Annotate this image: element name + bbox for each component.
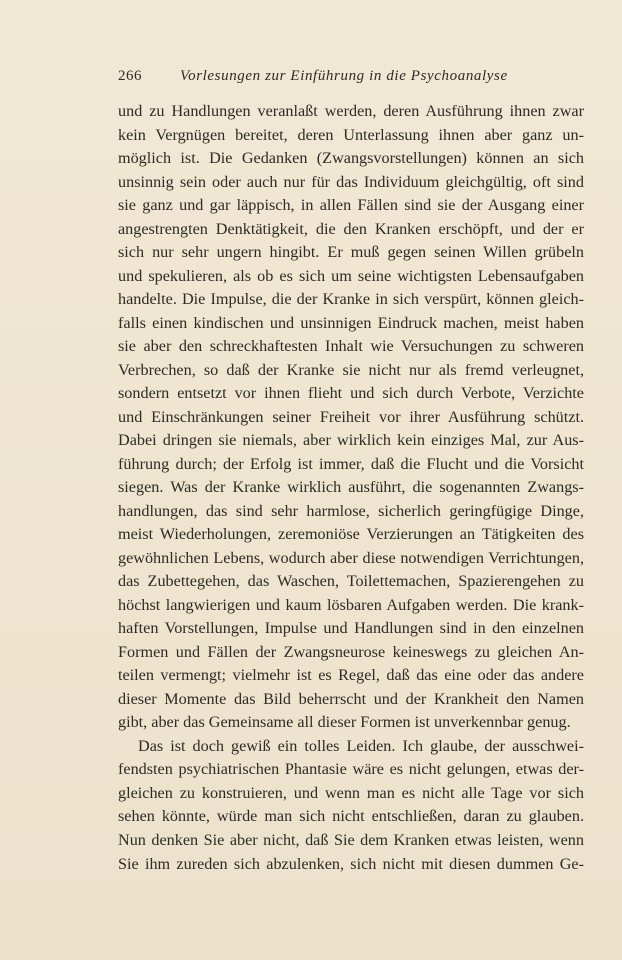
page-number: 266: [118, 68, 142, 84]
text-line: Verbrechen, so daß der Kranke sie nicht nur als fremd verleugnet,: [118, 360, 584, 379]
page-header: [118, 68, 524, 90]
text-line: führung durch; der Erfolg ist immer, daß die Flucht und die Vorsicht: [118, 454, 584, 473]
text-line: das Zubettegehen, das Waschen, Toilettemachen, Spazierengehen zu: [118, 572, 584, 591]
text-line: Nun denken Sie aber nicht, daß Sie dem Kranken etwas leisten, wenn: [118, 830, 584, 849]
text-line: gewöhnlichen Lebens, wodurch aber diese notwendigen Verrichtungen,: [118, 548, 584, 567]
text-line: fendsten psychiatrischen Phantasie wäre es nicht gelungen, etwas der-: [118, 760, 584, 779]
text-line: sich nur sehr ungern hingibt. Er muß gegen seinen Willen grübeln: [118, 243, 584, 262]
text-line: Sie ihm zureden sich abzulenken, sich nicht mit diesen dummen Ge-: [118, 854, 584, 873]
text-line: handelte. Die Impulse, die der Kranke in sich verspürt, können gleich-: [118, 290, 584, 309]
text-line: teilen vermengt; vielmehr ist es Regel, daß das eine oder das andere: [118, 666, 584, 685]
text-line: und Einschränkungen seiner Freiheit vor ihrer Ausführung schützt.: [118, 407, 584, 426]
text-line: sie aber den schreckhaftesten Inhalt wie Versuchungen zu schweren: [118, 337, 584, 356]
text-line: sie ganz und gar läppisch, in allen Fällen sind sie der Ausgang einer: [118, 196, 584, 215]
text-line: möglich ist. Die Gedanken (Zwangsvorstellungen) können an sich: [118, 149, 584, 168]
text-line: höchst langwierigen und kaum lösbaren Aufgaben werden. Die krank-: [118, 595, 584, 614]
text-line: Dabei dringen sie niemals, aber wirklich kein einziges Mal, zur Aus-: [118, 431, 584, 450]
text-line: unsinnig sein oder auch nur für das Individuum gleichgültig, oft sind: [118, 172, 584, 191]
text-line: und spekulieren, als ob es sich um seine wichtigsten Lebensaufgaben: [118, 266, 584, 285]
text-line: siegen. Was der Kranke wirklich ausführt, die sogenannten Zwangs-: [118, 478, 584, 497]
text-line: angestrengten Denktätigkeit, die den Kranken erschöpft, und der er: [118, 219, 584, 238]
paragraph-end-line: gibt, aber das Gemeinsame all dieser Formen ist unverkennbar genug.: [118, 713, 571, 732]
text-line: sehen könnte, würde man sich nicht entschließen, daran zu glauben.: [118, 807, 584, 826]
text-line: meist Wiederholungen, zeremoniöse Verzierungen an Tätigkeiten des: [118, 525, 584, 544]
text-line: und zu Handlungen veranlaßt werden, deren Ausführung ihnen zwar: [118, 102, 584, 120]
text-line: kein Vergnügen bereitet, deren Unterlassung ihnen aber ganz un-: [118, 125, 584, 144]
text-line: sondern entsetzt vor ihnen flieht und sich durch Verbote, Verzichte: [118, 384, 584, 403]
text-line: dieser Momente das Bild beherrscht und der Krankheit den Namen: [118, 689, 584, 708]
body-text: [118, 100, 584, 876]
text-line: gleichen zu konstruieren, und wenn man es nicht alle Tage vor sich: [118, 783, 584, 802]
running-title: Vorlesungen zur Einführung in die Psychoanalyse: [180, 68, 508, 84]
paragraph-start-line: Das ist doch gewiß ein tolles Leiden. Ich glaube, der ausschwei-: [138, 736, 584, 755]
text-line: falls einen kindischen und unsinnigen Eindruck machen, meist haben: [118, 313, 584, 332]
text-line: haften Vorstellungen, Impulse und Handlungen sind in den einzelnen: [118, 619, 584, 638]
text-line: handlungen, das sind sehr harmlose, sicherlich geringfügige Dinge,: [118, 501, 584, 520]
text-line: Formen und Fällen der Zwangsneurose keineswegs zu gleichen An-: [118, 642, 584, 661]
